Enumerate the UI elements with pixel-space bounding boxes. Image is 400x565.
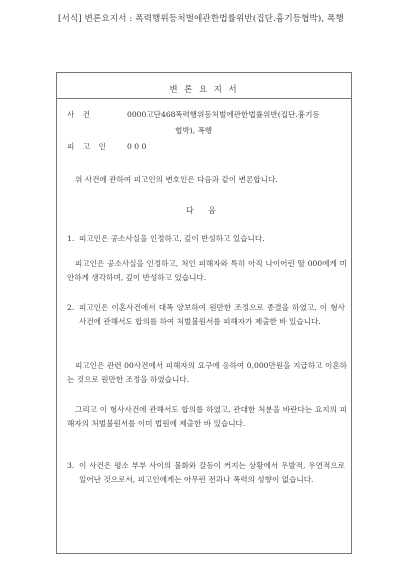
item-2-detail-2: 그리고 이 형사사건에 관해서도 합의를 하였고, 관대한 처분을 바란다는 요지의 피해자의 처벌불원서를 이미 법원에 제출한 바 있습니다. xyxy=(67,405,347,428)
document-title: 변 론 요 지 서 xyxy=(169,84,239,94)
item-1-text: 피고인은 공소사실을 인정하고, 깊이 반성하고 있습니다. xyxy=(79,234,265,243)
document-header: [서식] 변론요지서 : 폭력행위등처벌에관한법률위반(집단.흉기등협박), 폭행 xyxy=(58,14,344,24)
item-1-number: 1. xyxy=(67,234,75,243)
item-2-detail-1: 피고인은 관련 00사건에서 피해자의 요구에 응하여 0,000만원을 지급하고 이혼하는 것으로 원만한 조정을 하였습니다. xyxy=(67,361,347,384)
section-heading: 다 음 xyxy=(186,206,222,215)
case-name-line1: 폭력행위등처벌에관한법률위반(집단.흉기등 xyxy=(175,110,320,119)
title-divider xyxy=(57,98,351,99)
case-label: 사 건 xyxy=(67,110,94,119)
case-number: 0000고단468 xyxy=(127,110,176,119)
item-1-detail: 피고인은 공소사실을 인정하고, 처인 피해자와 특히 아직 나이어린 딸 000에게 미안하게 생각하며, 깊이 반성하고 있습니다. xyxy=(67,259,347,282)
document-frame xyxy=(56,72,352,554)
item-2-text: 피고인은 이혼사건에서 대폭 양보하여 원만한 조정으로 종결을 하였고, 이 형사사건에 관해서도 합의를 하여 처벌불원서를 피해자가 제출한 바 있습니다. xyxy=(79,303,345,326)
item-2-number: 2. xyxy=(67,303,75,312)
intro-text: 위 사건에 관하여 피고인의 변호인은 다음과 같이 변론합니다. xyxy=(75,175,278,184)
item-3-number: 3. xyxy=(67,461,75,470)
case-name-line2: 협박), 폭행 xyxy=(175,126,213,135)
item-3-text: 이 사건은 평소 부부 사이의 불화와 갈등이 커지는 상황에서 우발적, 우연적으로 일어난 것으로서, 피고인에게는 아무런 전과나 폭력의 성향이 없습니다. xyxy=(79,461,345,484)
defendant-label: 피 고 인 xyxy=(67,142,109,151)
defendant-name: 0 0 0 xyxy=(127,142,147,151)
